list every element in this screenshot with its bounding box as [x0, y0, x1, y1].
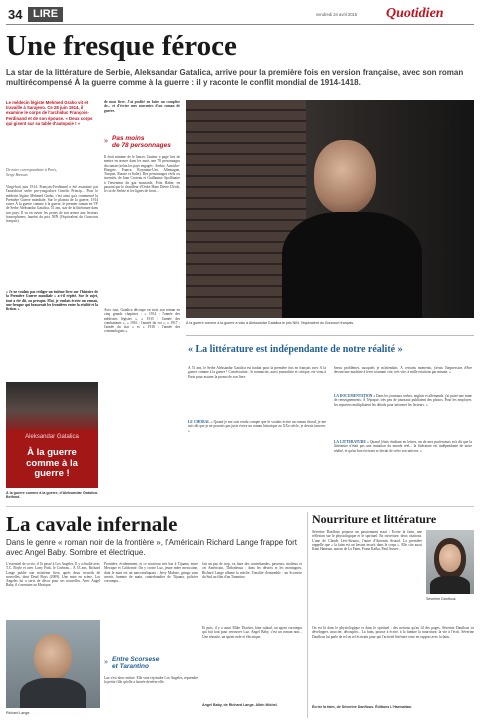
danflous-face	[439, 544, 461, 572]
quote-documentation-label: LA DOCUMENTATION	[334, 394, 373, 398]
photo-portrait-head	[314, 140, 376, 214]
photo-portrait-body	[282, 212, 422, 318]
byline-author: Serge Bressan	[6, 172, 28, 177]
author-photo-danflous	[426, 530, 474, 594]
byline-line-1: De notre correspondante à Paris,	[6, 168, 57, 172]
article-3-title: Nourriture et littérature	[312, 512, 437, 526]
author-photo-gatalica	[186, 100, 474, 318]
article-1-title: Une fresque féroce	[6, 30, 237, 62]
book-caption-danflous: Écrire la faim, de Séverine Danflous. Éditions L'Harmattan.	[312, 705, 413, 709]
article-3-text: Séverine Danflous propose un passionnant essai : Écrire la faim, une réflexion sur le physiologique et le spirituel. En ouverture, deux citations. L'une de Claude Lévi-Strauss, l'autre d'Antonin Artaud. La première rappelle que « la faim est un besoin inscrit dans le corps ». Elle cite aussi Knut Hamsun, auteur de La Faim, Franz Kafka, Paul Auster...	[312, 530, 422, 552]
article-2-col2-text: Frontière, évidemment, et ce morceau très bas à Tijuana, entre Mexique et Californie. On y croise Luz, jeune mère mexicaine, dont le mari est un narcotrafiquant ; Jerry Malone, gringo sans avenir, homme de main, contrebandier de Tijuana, policier corrompu...	[104, 562, 198, 584]
article-1-intro: Le médecin légiste Mehmed Graho vit et travaille à Sarajevo. Ce 28 juin 1914, il examine le corps de l'archiduc François-Ferdinand et de son épouse. « Deux corps qui gisent sur sa table d'autopsie ! »	[6, 100, 93, 126]
article-2-col3-text: fait un pas de trop, va faire des contrebandes, passeurs, mafieux et cet Américain, Thibodeaux : dans les déserts et les montagnes, Richard Lange allume la mèche. Tonalité d'ensemble : un Scorsese du Sud au film d'un Tarantino.	[202, 562, 302, 579]
article-1-col2-text-b: Avec tout, Gatalica découpe en trois son roman en cinq grands chapitres : « 1914 : l'année des médecins légistes », « 1915 : l'année des combattants », « 1916 : l'année du roi », « 1917 : l'année du tsar » et « 1918 : l'année des criminologues ».	[104, 308, 180, 334]
photo-caption: À la guerre comme à la guerre a valu à Aleksandar Gatalica le prix NIN, l'équivalent du Goncourt français.	[186, 321, 355, 325]
section-label: LIRE	[28, 7, 63, 22]
quote-right-text: breux problèmes, auxquels je m'attendais. À certains moments, j'avais l'impression d'être devant une machine à lever tournant vite, très vite, à mille rotations par minute. »	[334, 366, 472, 375]
book-caption-lange: Angel Baby, de Richard Lange. Albin Michel.	[202, 703, 278, 707]
quote-left-text: À 51 ans, le Serbe Aleksandar Gatalica est traduit pour la première fois en français avec À la guerre comme à la guerre ! Consécration : le romancier, aussi journaliste et critique, est venu à Paris pour assurer la promo de son livre.	[188, 366, 326, 379]
quote-choral	[188, 420, 326, 496]
article-1-standfirst: La star de la littérature de Serbie, Aleksandar Gatalica, arrive pour la première fois en version française, avec son roman multirécompensé À la guerre comme à la guerre : il y raconte le conflit mondial de 1914-1418.	[6, 68, 464, 88]
book-cover-gatalica	[6, 382, 98, 488]
header-rule	[6, 24, 474, 25]
pull-out-scorsese-label: Entre Scorsese	[112, 656, 160, 663]
pull-out-scorsese	[104, 656, 198, 672]
lange-body	[20, 678, 86, 708]
article-2-col3-text-b: Et puis, il y a aussi Mike Thacker, bien salaud, un agent corrompu qui fait tout pour retrouver Luz. Angel Baby, c'est un roman noir... Une réussite, un sprint rude et électrique.	[202, 626, 302, 639]
quote-litterature-text: « Quand j'étais étudiant en lettres, un de mes professeurs m'a dit que la littérature n'était pas une imitation du monde réel... la littérature est indépendante de notre réalité, et qu'un bon écrivain se devait de créer son univers. »	[334, 440, 472, 453]
pull-out-scorsese-text: et Tarantino	[112, 663, 149, 670]
article-2-col2-text-b: Luz s'est donc enfuie. Elle veut rejoindre Los Angeles, reprendre la petite fille qu'elle a laissée derrière elle.	[104, 676, 198, 685]
author-caption-lange: Richard Lange.	[6, 711, 31, 715]
cover-title: À la guerre comme à la guerre !	[26, 447, 78, 479]
masthead-logo: Quotidien	[386, 6, 444, 21]
danflous-body	[430, 576, 470, 594]
portrait-caption-danflous: Séverine Danflous.	[426, 597, 457, 601]
cover-soldiers-image	[6, 382, 98, 430]
quote-litterature	[334, 440, 472, 498]
quote-documentation	[334, 394, 472, 438]
quote-choral-text: « Quand je me suis rendu compte que le voulais écrire un roman choral, je me suis dit que je ne pouvais pas juste écrire un roman historique au XXe siècle, je devais innover. »	[188, 420, 326, 433]
author-photo-lange	[6, 620, 100, 708]
cover-author: Aleksandar Gatalica	[25, 434, 79, 440]
quote-choral-label: LE CHORAL	[188, 420, 210, 424]
pull-out-78-text: de 78 personnages	[112, 142, 171, 149]
page-number: 34	[8, 7, 23, 22]
pull-out-78-label: Pas moins	[112, 135, 145, 142]
article-2-col1-text: L'essentiel de sa vie, il l'a passé à Los Angeles. Il y a étudié avec T.C. Boyle et avec Larry Fink, le Corbeau... À 53 ans, Richard Lange publie son troisième livre, après deux recueils de nouvelles, dont Dead Boys (2009). Une mise en scène, Los Angeles lui a servi de décor pour ses nouvelles. Avec Angel Baby, il s'aventure au Mexique.	[6, 562, 100, 588]
issue-date: vendredi 24 avril 2015	[316, 12, 358, 17]
quote-box	[186, 335, 474, 503]
chevron-right-icon: »	[104, 136, 108, 145]
quote-headline: « La littérature est indépendante de notre réalité »	[188, 344, 403, 355]
article-3-text-b: On est là dans le physiologique et dans le spirituel : des notions qu'au fil des pages, Séverine Danflous va développer, associer, découpler... La faim, pousse à écrire, à la famine la nourriture, la vie à l'écrit. Séverine Danflous lui parle de tel ou tel écrivain pour qui l'activité littéraire reste en rapport avec la faim.	[312, 626, 474, 639]
article-1-col2-text: Il était minime de le lancer, l'auteur a pagé lors de mettre en œuvre dans les mois une 78 personnages du roman (selon les pays engagés : Serbie, Autriche-Hongrie, France, Royaume-Uni, Allemagne, Turquie, Russie et Italie). Des personnages réels ou inventés, de Jean Cocteau et Guillaume Apollinaire à l'inventeur du gaz moutarde, Fritz Haber, en passant par le chauffeur d'Ordre Hans Dieter Ulrich, le roi de Serbie et les lignes de front...	[104, 155, 180, 194]
lange-head	[34, 634, 72, 680]
section-divider	[6, 506, 474, 507]
byline	[6, 168, 98, 177]
article-1-col2-top: de mon livre. J'ai profité en faire un complice de... et d'écrire mes souvenirs d'un roman de guerre.	[104, 100, 180, 113]
article-2-standfirst: Dans le genre « roman noir de la frontière », l'Américain Richard Lange frappe fort avec Angel Baby. Sombre et électrique.	[6, 538, 298, 557]
article-1-col1-text: Vingt-huit juin 1914. François-Ferdinand a été assassiné par l'anarchiste serbe pro-yougoslave Gavrilo Princip... Pour le médecin légiste Mehmed Graho, c'est ainsi qu'a commencé la Première Guerre mondiale. Sur le plateau de la guerre, 1914 ouvre À la guerre comme à la guerre, le premier roman en VF de Serbe Aleksandar Gatalica, 51 ans, star de la littérature dans son pays. Il va en ouvrir les portes de son œuvre aux lecteurs francophones, lauréat du prix NIN (l'équivalent du Goncourt français).	[6, 185, 98, 224]
quote-litterature-label: LA LITTÉRATURE	[334, 440, 366, 444]
column-divider	[307, 512, 308, 718]
chevron-right-icon: »	[104, 657, 108, 666]
quote-documentation-text: « Dans les journaux serbes, anglais et allemands, j'ai puisé une mine de renseignements. À l'époque, très peu de journaux publiaient des photos. Pour les employer, les reporters multipliaient les détails pour informer les lecteurs. »	[334, 394, 472, 407]
pull-out-78	[104, 135, 180, 151]
book-caption-gatalica: À la guerre comme à la guerre, d'Aleksandar Gatalica. Belfond.	[6, 491, 98, 500]
article-1-col1-bold: « Je ne voulais pas rédiger un énième livre sur l'histoire de la Première Guerre mondiale » a-t-il répété. Sur le sujet, tout a été dit, ou presque. Moi, je voulais écrire un roman, une fresque qui brasserait les frontières entre la réalité et la fiction. »	[6, 290, 98, 312]
page-header	[6, 6, 474, 24]
article-2-title: La cavale infernale	[6, 512, 178, 536]
